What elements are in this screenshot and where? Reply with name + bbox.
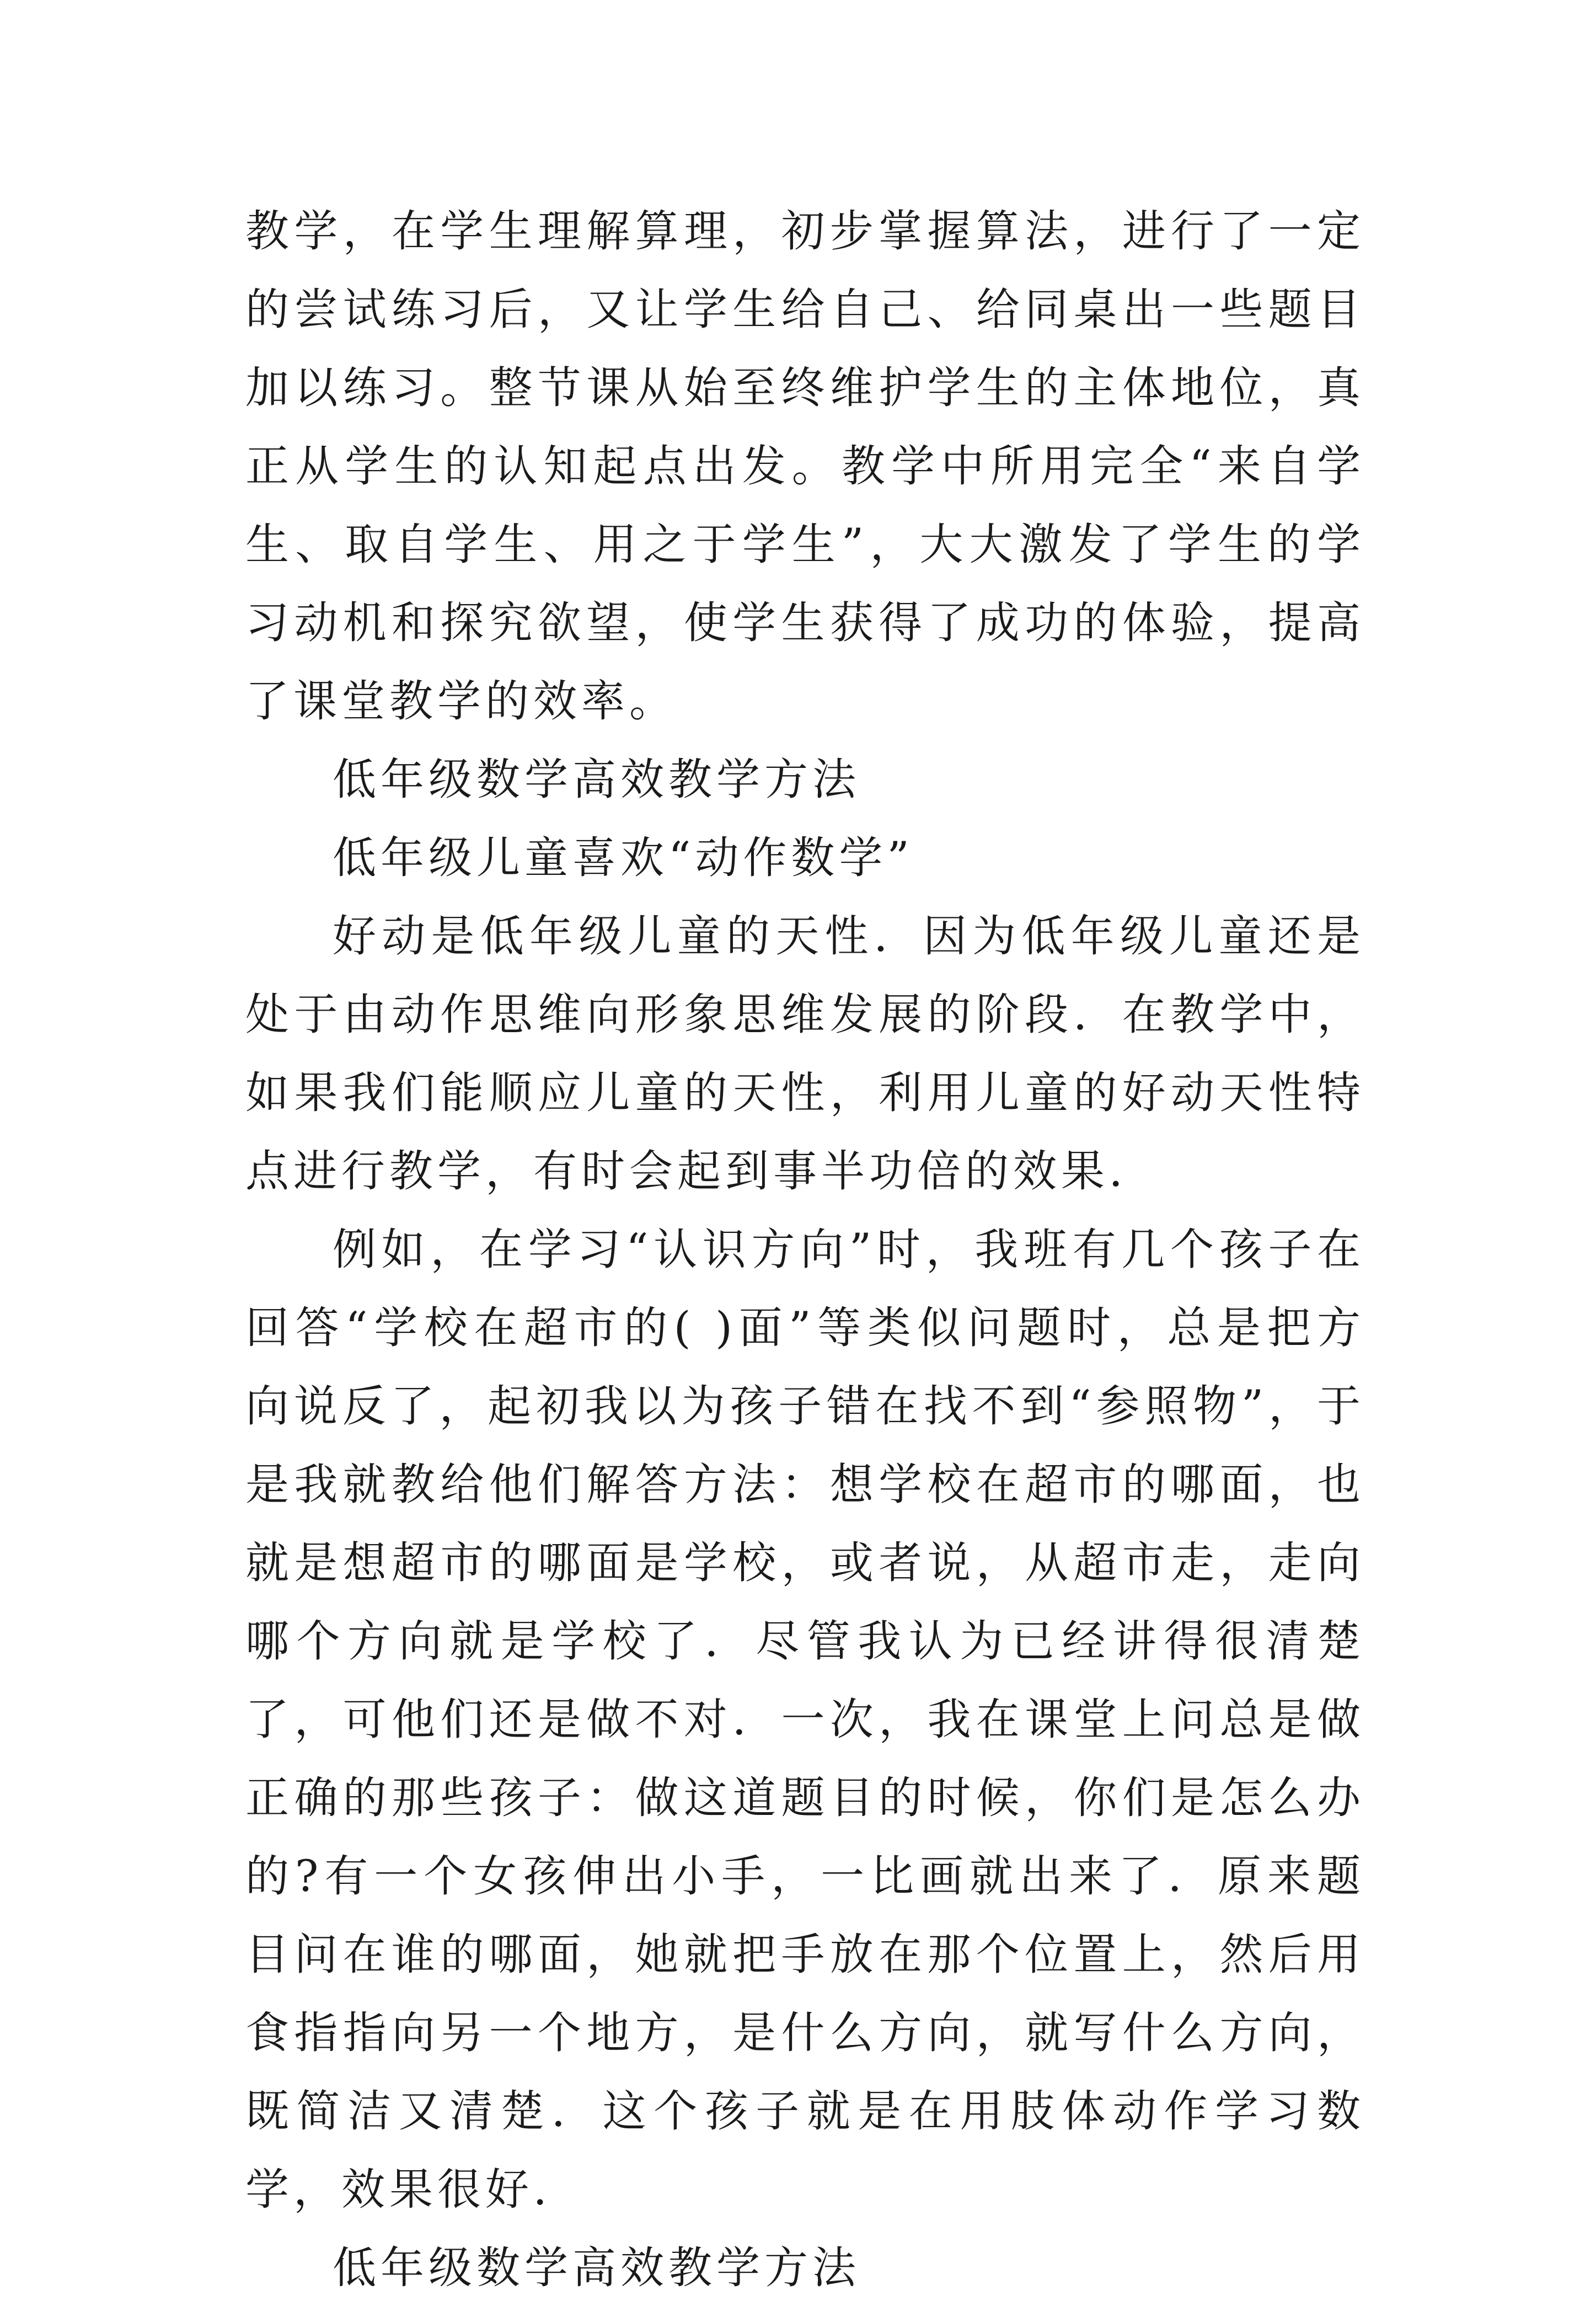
section-heading: 低年级数学高效教学方法 xyxy=(333,754,860,805)
body-paragraph: 好动是低年级儿童的天性．因为低年级儿童还是处于由动作思维向形象思维发展的阶段．在教学中，如果我们能顺应儿童的天性，利用儿童的好动天性特点进行教学，有时会起到事半功倍的效果． xyxy=(245,911,1365,1197)
body-paragraph: 例如，在学习“认识方向”时，我班有几个孩子在回答“学校在超市的( )面”等类似问题时，总是把方向说反了，起初我以为孩子错在找不到“参照物”，于是我就教给他们解答方法：想学校在超市的哪面，也就是想超市的哪面是学校，或者说，从超市走，走向哪个方向就是学校了．尽管我认为已经讲得很清楚了，可他们还是做不对．一次，我在课堂上问总是做正确的那些孩子：做这道题目的时候，你们是怎么办的?有一个女孩伸出小手，一比画就出来了．原来题目问在谁的哪面，她就把手放在那个位置上，然后用食指指向另一个地方，是什么方向，就写什么方向，既简洁又清楚．这个孩子就是在用肢体动作学习数学，效果很好． xyxy=(245,1224,1365,2215)
document-body xyxy=(245,192,1365,2307)
section-heading: 低年级数学高效教学方法 xyxy=(333,2242,860,2293)
subsection-heading: 低年级儿童喜欢“动作数学” xyxy=(333,832,914,883)
body-paragraph: 教学，在学生理解算理，初步掌握算法，进行了一定的尝试练习后，又让学生给自己、给同桌出一些题目加以练习。整节课从始至终维护学生的主体地位，真正从学生的认知起点出发。教学中所用完全“来自学生、取自学生、用之于学生”，大大激发了学生的学习动机和探究欲望，使学生获得了成功的体验，提高了课堂教学的效率。 xyxy=(245,206,1365,727)
